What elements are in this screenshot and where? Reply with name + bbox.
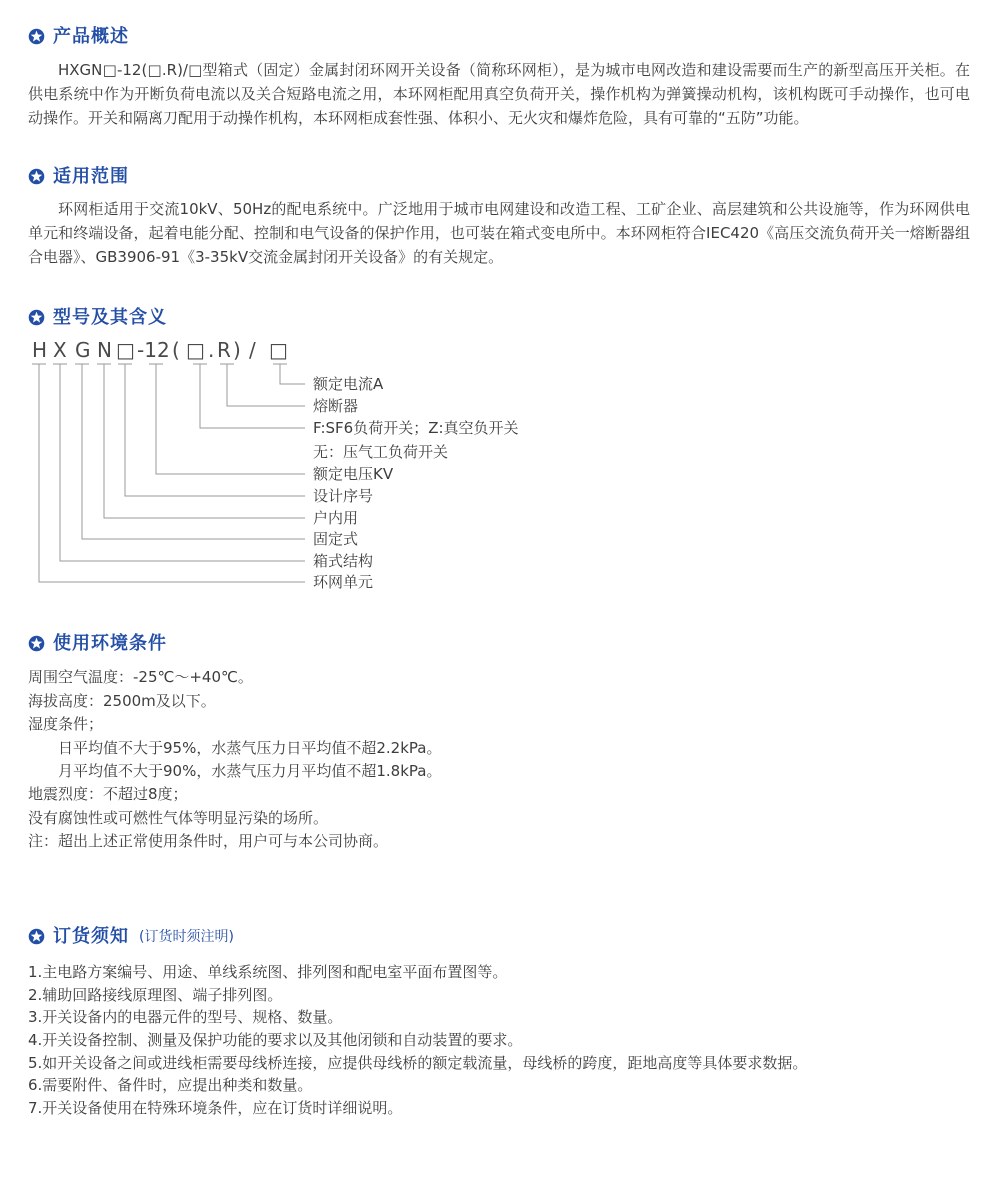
model-code-char: □ [269, 338, 288, 362]
model-meaning-label: 固定式 [313, 529, 359, 548]
model-code-char: X [53, 338, 67, 362]
model-code-char: □ [116, 338, 135, 362]
model-designation-diagram [28, 339, 688, 597]
section-title: 型号及其含义 [53, 307, 167, 329]
section-title: 订货须知 [53, 925, 129, 947]
model-meaning-label: 无：压气工负荷开关 [313, 442, 449, 461]
overview-paragraph: HXGN□-12(□.R)/□型箱式（固定）金属封闭环网开关设备（简称环网柜），是为城市电网改造和建设需要而生产的新型高压开关柜。在供电系统中作为开断负荷电流以及关合短路电流之用，本环网柜配用真空负荷开关，操作机构为弹簧操动机构，该机构既可手动操作，也可电动操作。开关和隔离刀配用于动操作机构，本环网柜成套性强、体积小、无火灾和爆炸危险，具有可靠的“五防”功能。 [28, 60, 970, 127]
model-code-char: ( [172, 338, 180, 362]
env-line: 月平均值不大于90%，水蒸气压力月平均值不超1.8kPa。 [58, 762, 442, 780]
model-meaning-label: 额定电压KV [313, 464, 394, 483]
section-title: 适用范围 [53, 165, 129, 187]
list-item: 3.开关设备内的电器元件的型号、规格、数量。 [28, 1008, 343, 1027]
scope-paragraph: 环网柜适用于交流10kV、50Hz的配电系统中。广泛地用于城市电网建设和改造工程、工矿企业、高层建筑和公共设施等，作为环网供电单元和终端设备，起着电能分配、控制和电气设备的保护作用，也可装在箱式变电所中。本环网柜符合IEC420《高压交流负荷开关一熔断器组合电器》、GB3906-91《3-35kV交流金属封闭开关设备》的有关规定。 [28, 200, 970, 267]
section-heading [28, 633, 970, 655]
model-meaning-label: 户内用 [313, 508, 359, 527]
connector-line [53, 364, 305, 561]
connector-line [220, 364, 305, 406]
section-subtitle: (订货时须注明) [139, 929, 234, 946]
model-meaning-label: 环网单元 [313, 572, 374, 591]
model-code-char: G [75, 338, 91, 362]
section-heading [28, 166, 970, 188]
star-circle-icon [28, 28, 45, 45]
model-code-char: -12 [137, 338, 170, 362]
ordering-list [28, 961, 970, 1119]
model-meaning-label: 箱式结构 [313, 551, 374, 570]
list-item: 5.如开关设备之间或进线柜需要母线桥连接，应提供母线桥的额定载流量，母线桥的跨度，距地高度等具体要求数据。 [28, 1053, 808, 1072]
list-item: 7.开关设备使用在特殊环境条件，应在订货时详细说明。 [28, 1098, 403, 1117]
list-item: 2.辅助回路接线原理图、端子排列图。 [28, 985, 283, 1004]
env-line: 注：超出上述正常使用条件时，用户可与本公司协商。 [28, 832, 389, 851]
connector-line [193, 364, 305, 428]
section-title: 使用环境条件 [53, 632, 167, 654]
connector-line [32, 364, 305, 582]
connector-line [97, 364, 305, 518]
model-code-char: . [208, 338, 215, 362]
model-code-char: ) [233, 338, 241, 362]
model-meaning-label: 设计序号 [313, 486, 374, 505]
star-circle-icon [28, 635, 45, 652]
model-meaning-label: 额定电流A [313, 374, 384, 393]
section-title: 产品概述 [53, 26, 129, 47]
section-scope [28, 166, 970, 270]
model-meaning-label: F:SF6负荷开关；Z:真空负开关 [313, 418, 519, 437]
connector-line [118, 364, 305, 496]
star-circle-icon [28, 168, 45, 185]
env-line: 湿度条件； [28, 715, 104, 734]
section-heading [28, 307, 970, 329]
env-line: 海拔高度：2500m及以下。 [28, 691, 216, 710]
section-model-designation [28, 307, 970, 597]
star-circle-icon [28, 928, 45, 945]
model-code-char: R [217, 338, 231, 362]
environment-conditions [28, 666, 970, 853]
section-heading [28, 26, 970, 48]
model-code-char: H [32, 338, 48, 362]
list-item: 6.需要附件、备件时，应提出种类和数量。 [28, 1076, 313, 1095]
list-item: 4.开关设备控制、测量及保护功能的要求以及其他闭锁和自动装置的要求。 [28, 1031, 523, 1049]
list-item: 1.主电路方案编号、用途、单线系统图、排列图和配电室平面布置图等。 [28, 963, 508, 982]
model-meaning-label: 熔断器 [313, 396, 359, 415]
section-product-overview [28, 26, 970, 130]
env-line: 周围空气温度：-25℃～+40℃。 [28, 668, 253, 687]
section-heading [28, 926, 970, 948]
connector-line [273, 364, 305, 384]
env-line: 日平均值不大于95%，水蒸气压力日平均值不超2.2kPa。 [58, 738, 442, 757]
connector-line [75, 364, 305, 539]
section-ordering [28, 926, 970, 1120]
env-line: 地震烈度：不超过8度； [28, 785, 188, 804]
model-code-char: / [249, 338, 256, 362]
env-line: 没有腐蚀性或可燃性气体等明显污染的场所。 [28, 808, 329, 827]
star-circle-icon [28, 309, 45, 326]
model-code-char: □ [186, 338, 205, 362]
section-environment [28, 633, 970, 854]
model-code-char: N [97, 338, 112, 362]
